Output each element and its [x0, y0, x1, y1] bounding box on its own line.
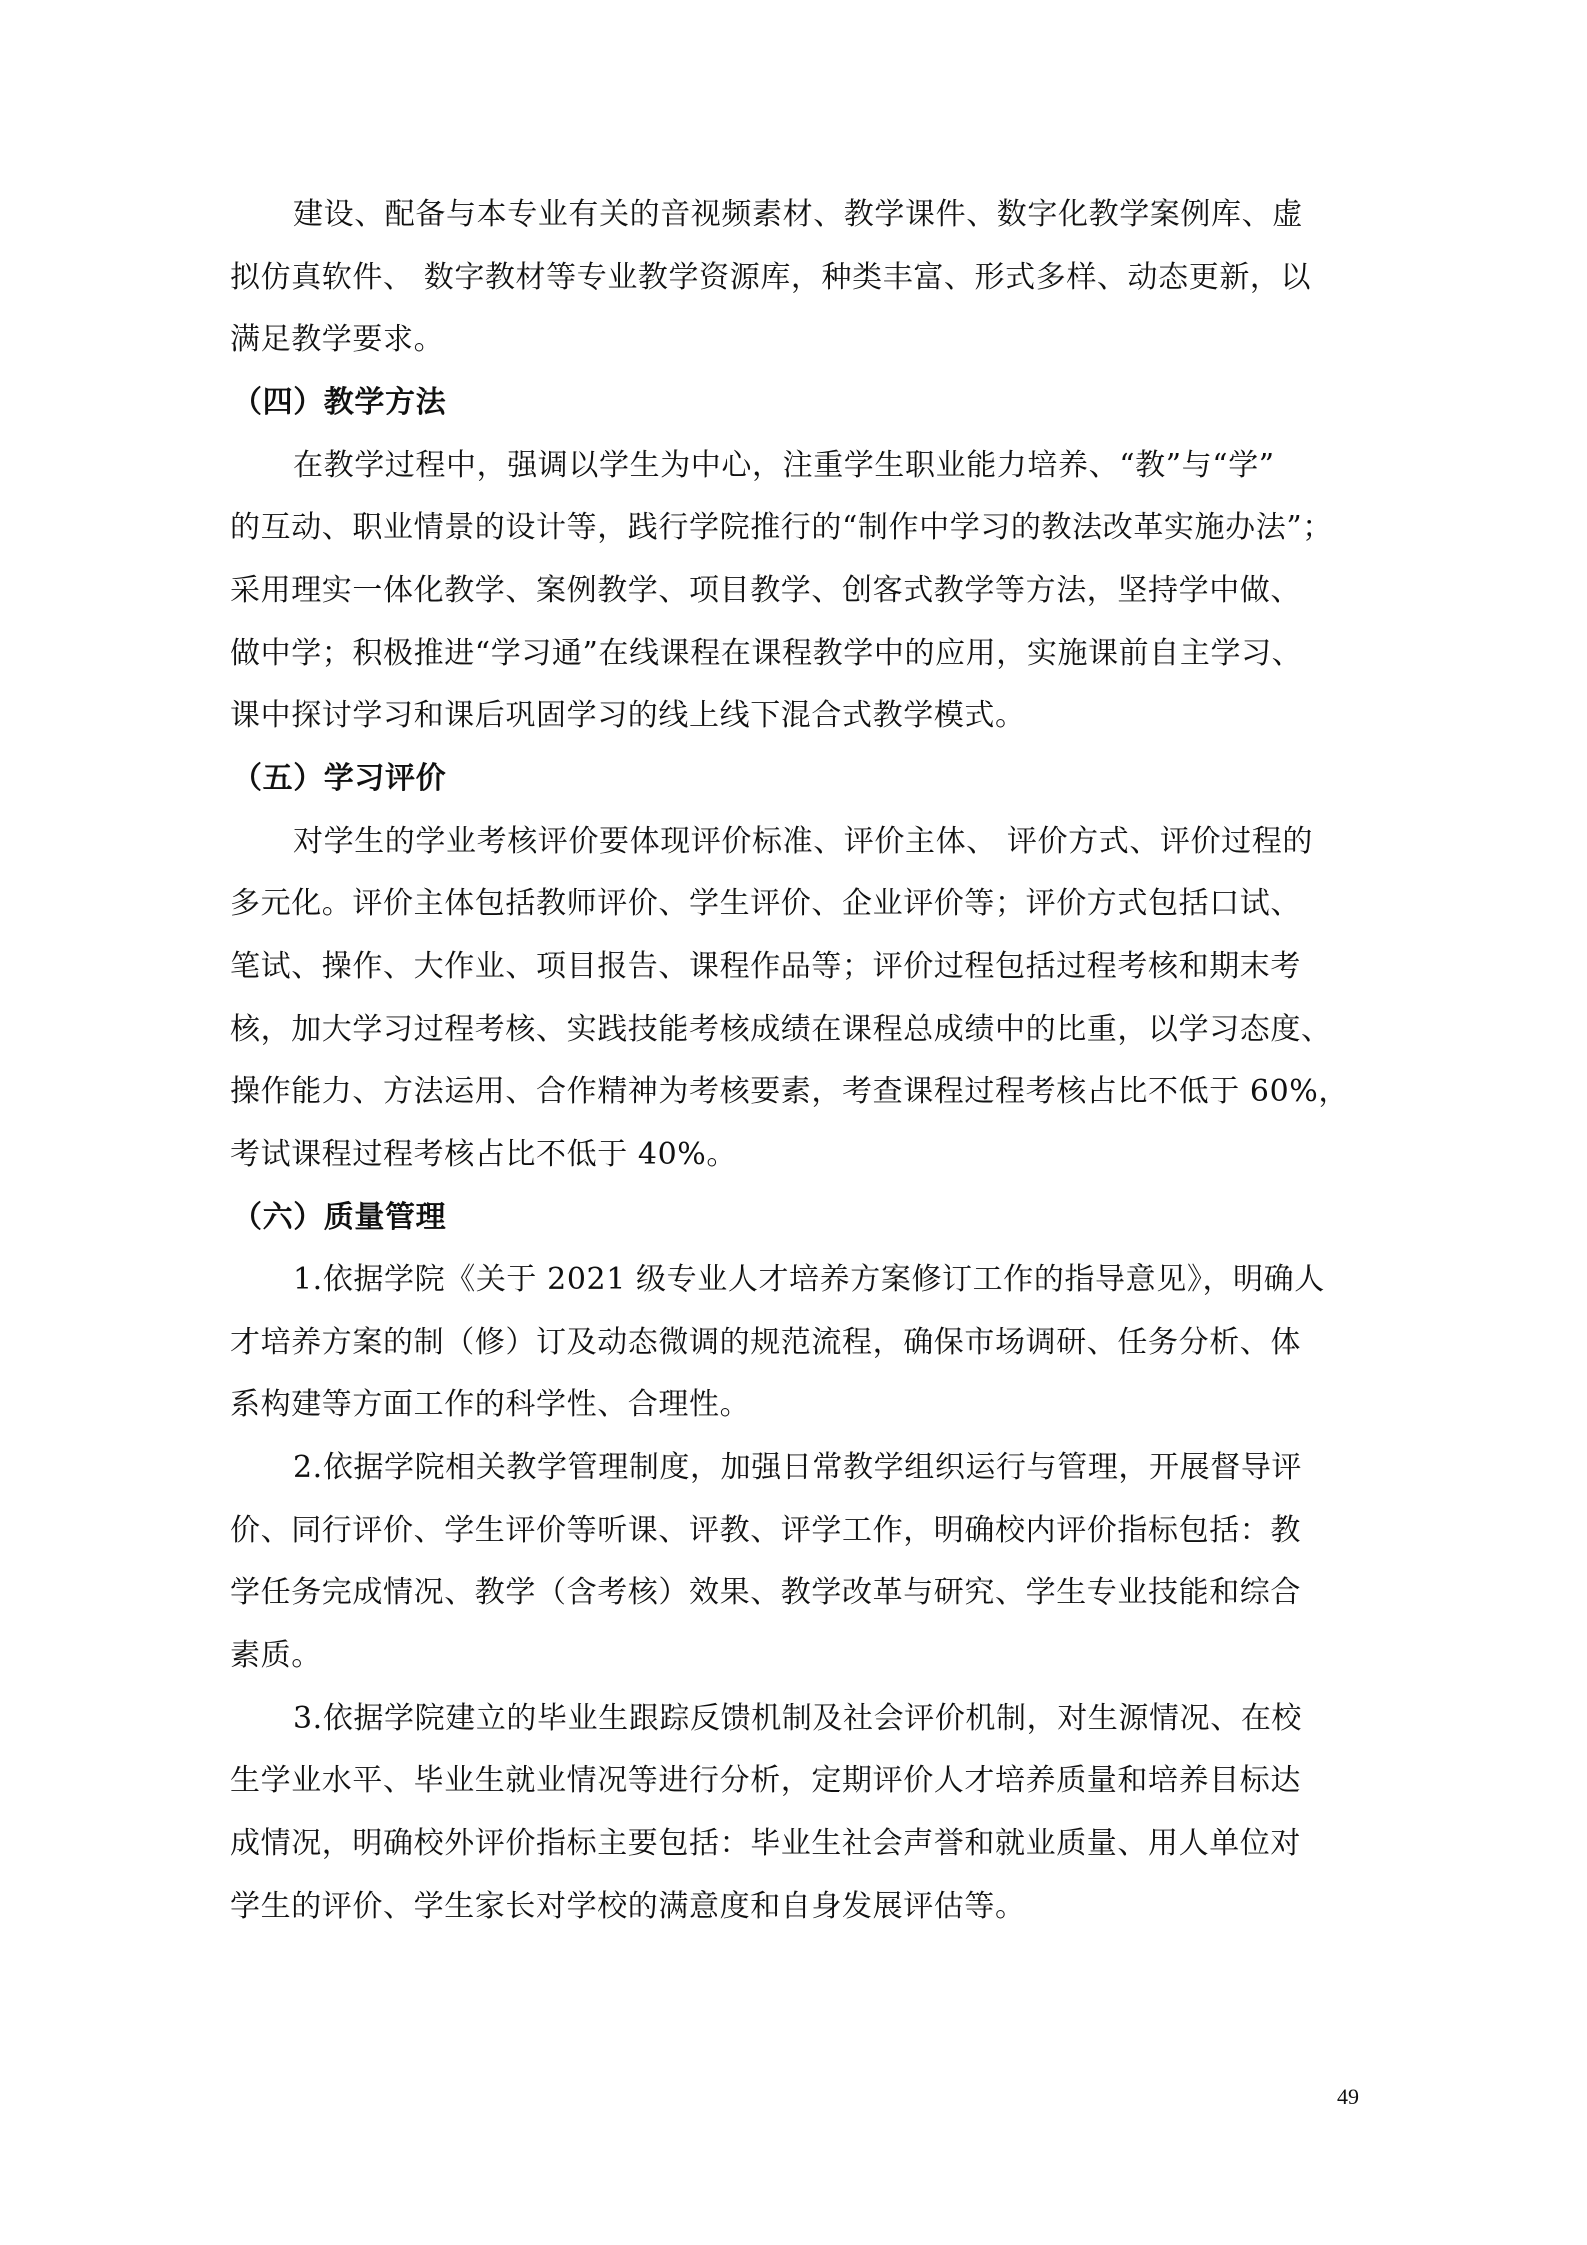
paragraph-line: 课中探讨学习和课后巩固学习的线上线下混合式教学模式。: [230, 698, 1026, 733]
list-item-line: 生学业水平、毕业生就业情况等进行分析，定期评价人才培养质量和培养目标达: [230, 1763, 1301, 1798]
paragraph-line: 对学生的学业考核评价要体现评价标准、评价主体、 评价方式、评价过程的: [293, 824, 1313, 859]
page-number: 49: [1337, 2084, 1359, 2109]
list-item-line: 3.依据学院建立的毕业生跟踪反馈机制及社会评价机制，对生源情况、在校: [293, 1701, 1303, 1736]
list-item-line: 系构建等方面工作的科学性、合理性。: [230, 1387, 751, 1422]
paragraph-line: 的互动、职业情景的设计等，践行学院推行的“制作中学习的教法改革实施办法”；: [230, 510, 1333, 545]
list-item-line: 1.依据学院《关于 2021 级专业人才培养方案修订工作的指导意见》，明确人: [293, 1262, 1325, 1297]
section-heading-learning-evaluation: （五）学习评价: [232, 761, 447, 796]
paragraph-line: 建设、配备与本专业有关的音视频素材、教学课件、数字化教学案例库、虚: [293, 197, 1303, 232]
list-item-line: 2.依据学院相关教学管理制度，加强日常教学组织运行与管理，开展督导评: [293, 1450, 1303, 1485]
paragraph-line: 考试课程过程考核占比不低于 40%。: [230, 1137, 738, 1172]
paragraph-line: 在教学过程中，强调以学生为中心，注重学生职业能力培养、“教”与“学”: [293, 448, 1275, 483]
list-item-line: 学任务完成情况、教学（含考核）效果、教学改革与研究、学生专业技能和综合: [230, 1575, 1301, 1610]
paragraph-line: 拟仿真软件、 数字教材等专业教学资源库，种类丰富、形式多样、动态更新，以: [230, 260, 1312, 295]
list-item-line: 学生的评价、学生家长对学校的满意度和自身发展评估等。: [230, 1889, 1026, 1924]
list-item-line: 素质。: [230, 1638, 322, 1673]
paragraph-line: 核，加大学习过程考核、实践技能考核成绩在课程总成绩中的比重，以学习态度、: [230, 1012, 1332, 1047]
list-item-line: 价、同行评价、学生评价等听课、评教、评学工作，明确校内评价指标包括：教: [230, 1513, 1301, 1548]
paragraph-line: 做中学；积极推进“学习通”在线课程在课程教学中的应用，实施课前自主学习、: [230, 636, 1303, 671]
paragraph-line: 满足教学要求。: [230, 322, 445, 357]
section-heading-teaching-methods: （四）教学方法: [232, 385, 447, 420]
list-item-line: 才培养方案的制（修）订及动态微调的规范流程，确保市场调研、任务分析、体: [230, 1325, 1301, 1360]
paragraph-line: 操作能力、方法运用、合作精神为考核要素，考查课程过程考核占比不低于 60%，: [230, 1074, 1350, 1109]
paragraph-line: 多元化。评价主体包括教师评价、学生评价、企业评价等；评价方式包括口试、: [230, 886, 1301, 921]
paragraph-line: 笔试、操作、大作业、项目报告、课程作品等；评价过程包括过程考核和期末考: [230, 949, 1301, 984]
section-heading-quality-management: （六）质量管理: [232, 1200, 447, 1235]
paragraph-line: 采用理实一体化教学、案例教学、项目教学、创客式教学等方法，坚持学中做、: [230, 573, 1301, 608]
list-item-line: 成情况，明确校外评价指标主要包括：毕业生社会声誉和就业质量、用人单位对: [230, 1826, 1301, 1861]
